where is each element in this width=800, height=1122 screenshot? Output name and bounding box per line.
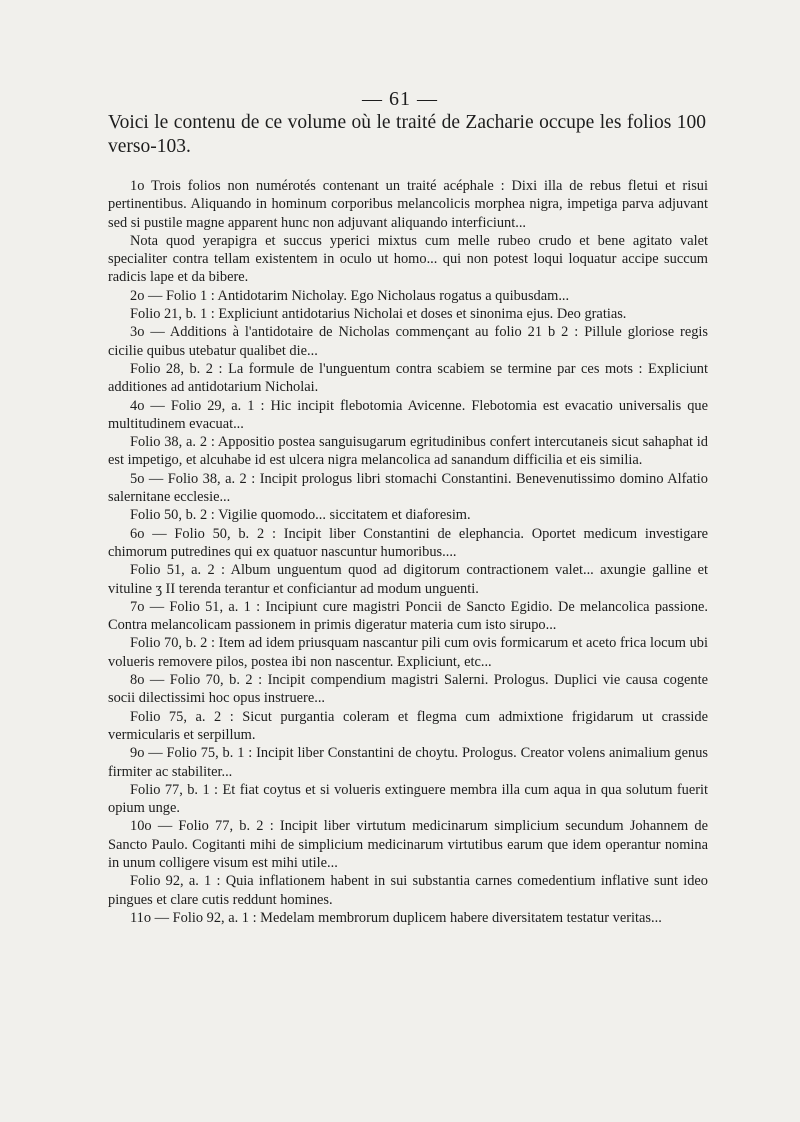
paragraph: 3o — Additions à l'antidotaire de Nicholas commençant au folio 21 b 2 : Pillule gloriose regis cicilie quibus utebatur qualibet die...: [108, 324, 708, 359]
paragraph: 5o — Folio 38, a. 2 : Incipit prologus libri stomachi Constantini. Benevenutissimo domino Alfatio salernitane ecclesie...: [108, 470, 708, 506]
intro-paragraph: Voici le contenu de ce volume où le traité de Zacharie occupe les folios 100 verso-103.: [108, 112, 706, 157]
paragraph: Folio 28, b. 2 : La formule de l'unguentum contra scabiem se termine par ces mots : Expliciunt additiones ad antidotarium Nicholai.: [108, 360, 708, 396]
paragraph: 1o Trois folios non numérotés contenant un traité acéphale : Dixi illa de rebus fletui et risui pertinentibus. Aliquando in hominum corporibus melancolicis morphea nigra, impetiga parva adjuvant sed si pustile magne apparent hunc non adjuvant aliquando interficiunt...: [108, 178, 708, 231]
paragraph: Folio 50, b. 2 : Vigilie quomodo... siccitatem et diaforesim.: [130, 507, 471, 524]
paragraph: Folio 77, b. 1 : Et fiat coytus et si volueris extinguere membra illa cum aqua in qua solutum fuerit opium unge.: [108, 781, 708, 817]
paragraph: Nota quod yerapigra et succus yperici mixtus cum melle rubeo crudo et bene agitato valet specialiter contra tellam existentem in oculo ut homo... qui non potest loqui loquatur accipe succum radicis lape et da bibere.: [108, 232, 708, 286]
page-number: — 61 —: [362, 88, 438, 110]
paragraph: 6o — Folio 50, b. 2 : Incipit liber Constantini de elephancia. Oportet medicum investigare chimorum putredines qui ex quatuor nascuntur humoribus....: [108, 525, 708, 560]
paragraph: Folio 92, a. 1 : Quia inflationem habent in sui substantia carnes comedentium inflative sunt ideo pingues et clare cutis reddunt homines.: [108, 873, 708, 908]
paragraph: 2o — Folio 1 : Antidotarim Nicholay. Ego Nicholaus rogatus a quibusdam...: [130, 287, 570, 304]
paragraph: 9o — Folio 75, b. 1 : Incipit liber Constantini de choytu. Prologus. Creator volens animalium genus firmiter ac stabiliter...: [108, 745, 708, 780]
paragraph: Folio 75, a. 2 : Sicut purgantia coleram et flegma cum admixtione frigidarum ut crasside vermicularis et serpillum.: [108, 708, 708, 743]
paragraph: 10o — Folio 77, b. 2 : Incipit liber virtutum medicinarum simplicium secundum Johannem de Sancto Paulo. Cogitanti mihi de simplicium medicinarum virtutibus earum que idem operantur nomina in unum colligere visum est mihi utile...: [108, 818, 708, 871]
body-text: [108, 177, 708, 927]
paragraph: Folio 21, b. 1 : Expliciunt antidotarius Nicholai et doses et sinonima ejus. Deo gratias.: [130, 306, 627, 323]
paragraph: Folio 51, a. 2 : Album unguentum quod ad digitorum contractionem valet... axungie galline et vituline ʒ II terenda terantur et conficiantur ad modum unguenti.: [108, 562, 708, 597]
paragraph: Folio 38, a. 2 : Appositio postea sanguisugarum egritudinibus confert intercutaneis sicut sahaphat id est impetigo, et alcuhabe id est ulcera nigra melancolica ad sanandum difficilia et eis similia.: [108, 434, 708, 469]
paragraph: 7o — Folio 51, a. 1 : Incipiunt cure magistri Poncii de Sancto Egidio. De melancolica passione. Contra melancolicam passionem in primis digeratur materia cum isto sirupo...: [108, 598, 708, 634]
paragraph: 8o — Folio 70, b. 2 : Incipit compendium magistri Salerni. Prologus. Duplici vie causa cogente socii dilectissimi hoc opus instruere...: [108, 672, 708, 707]
paragraph: 4o — Folio 29, a. 1 : Hic incipit flebotomia Avicenne. Flebotomia est evacatio universalis que multitudinem evacuat...: [108, 397, 708, 432]
paragraph: Folio 70, b. 2 : Item ad idem priusquam nascantur pili cum ovis formicarum et aceto frica locum ubi volueris removere pilos, postea ibi non nascentur. Expliciunt, etc...: [108, 635, 708, 670]
paragraph: 11o — Folio 92, a. 1 : Medelam membrorum duplicem habere diversitatem testatur veritas...: [130, 909, 662, 926]
